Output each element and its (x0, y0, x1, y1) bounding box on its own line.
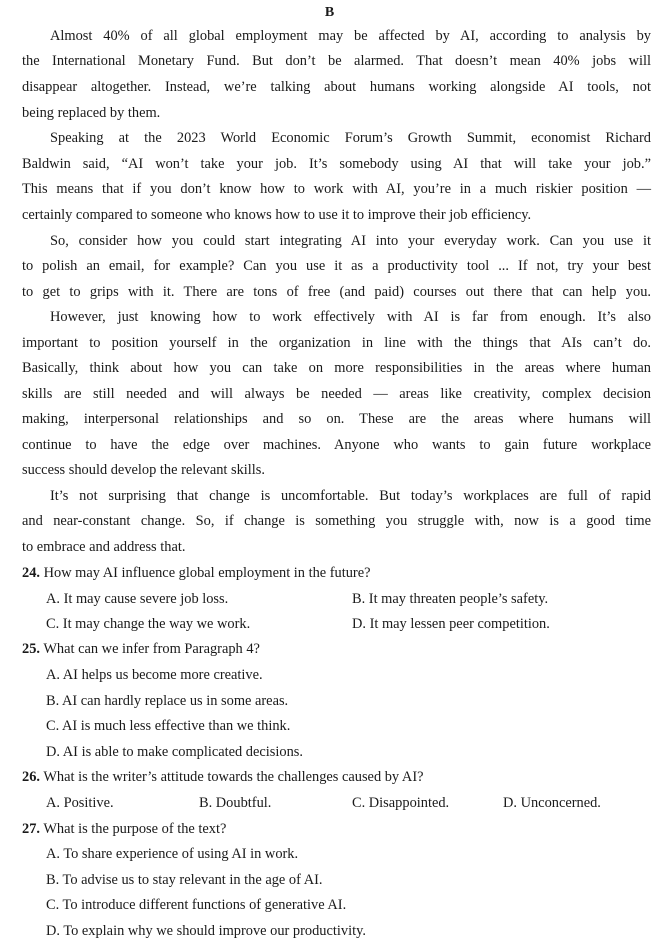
passage-line: being replaced by them. (22, 105, 161, 121)
question-text: What can we infer from Paragraph 4? (43, 641, 260, 657)
passage-line: to embrace and address that. (22, 539, 186, 555)
option-b[interactable]: B. It may threaten people’s safety. (352, 591, 549, 607)
passage-line: Baldwin said, “AI won’t take your job. It’s somebody using AI that will take your job.” (22, 156, 651, 172)
option-b[interactable]: B. To advise us to stay relevant in the age of AI. (46, 872, 323, 888)
passage-line: important to position yourself in the organization in line with the things that AIs can’t do. (22, 335, 651, 351)
question-stem (22, 766, 651, 788)
option-c[interactable]: C. It may change the way we work. (46, 616, 251, 632)
question-number: 27. (22, 821, 40, 837)
question-text: What is the purpose of the text? (43, 821, 227, 837)
passage-line: skills are still needed and will always be needed — areas like creativity, complex decision (22, 386, 651, 402)
question-number: 24. (22, 565, 40, 581)
passage-line: It’s not surprising that change is uncomfortable. But today’s workplaces are full of rapid (50, 488, 651, 504)
option-d[interactable]: D. To explain why we should improve our productivity. (46, 923, 366, 939)
passage-line: to get to grips with it. There are tons of free (and paid) courses out there that can help you. (22, 284, 651, 300)
question-number: 25. (22, 641, 40, 657)
passage-line: So, consider how you could start integrating AI into your everyday work. Can you use it (50, 233, 651, 249)
option-c[interactable]: C. Disappointed. (352, 795, 450, 811)
option-a[interactable]: A. AI helps us become more creative. (46, 667, 263, 683)
option-d[interactable]: D. It may lessen peer competition. (352, 616, 550, 632)
passage-line: continue to have the edge over machines. Anyone who wants to gain future workplace (22, 437, 651, 453)
passage-line: Basically, think about how you can take on more responsibilities in the areas where human (22, 360, 651, 376)
option-c[interactable]: C. AI is much less effective than we think. (46, 718, 291, 734)
question-text: What is the writer’s attitude towards the challenges caused by AI? (43, 769, 424, 785)
passage-line: and near-constant change. So, if change is something you struggle with, now is a good time (22, 513, 651, 529)
option-d[interactable]: D. AI is able to make complicated decisions. (46, 744, 303, 760)
option-d[interactable]: D. Unconcerned. (503, 795, 601, 811)
passage-line: disappear altogether. Instead, we’re talking about humans working alongside AI tools, not (22, 79, 651, 95)
passage-line: making, interpersonal relationships and so on. These are the areas where humans will (22, 411, 651, 427)
passage-line: Speaking at the 2023 World Economic Forum’s Growth Summit, economist Richard (50, 130, 651, 146)
option-a[interactable]: A. To share experience of using AI in work. (46, 846, 299, 862)
option-a[interactable]: A. Positive. (46, 795, 114, 811)
passage-line: to polish an email, for example? Can you use it as a productivity tool ... If not, try your best (22, 258, 651, 274)
option-b[interactable]: B. Doubtful. (199, 795, 272, 811)
question-stem (22, 818, 651, 840)
question-text: How may AI influence global employment in the future? (43, 565, 371, 581)
question-stem (22, 638, 651, 660)
question-stem (22, 562, 651, 584)
passage-line: success should develop the relevant skills. (22, 462, 265, 478)
question-number: 26. (22, 769, 40, 785)
option-c[interactable]: C. To introduce different functions of generative AI. (46, 897, 347, 913)
section-label: B (324, 5, 335, 20)
passage-line: This means that if you don’t know how to work with AI, you’re in a much riskier position — (22, 181, 651, 197)
passage-line: certainly compared to someone who knows how to use it to improve their job efficiency. (22, 207, 532, 223)
passage-line: However, just knowing how to work effectively with AI is far from enough. It’s also (50, 309, 651, 325)
option-a[interactable]: A. It may cause severe job loss. (46, 591, 229, 607)
option-b[interactable]: B. AI can hardly replace us in some areas. (46, 693, 289, 709)
passage-line: Almost 40% of all global employment may be affected by AI, according to analysis by (50, 28, 651, 44)
passage-line: the International Monetary Fund. But don’t be alarmed. That doesn’t mean 40% jobs will (22, 53, 651, 69)
